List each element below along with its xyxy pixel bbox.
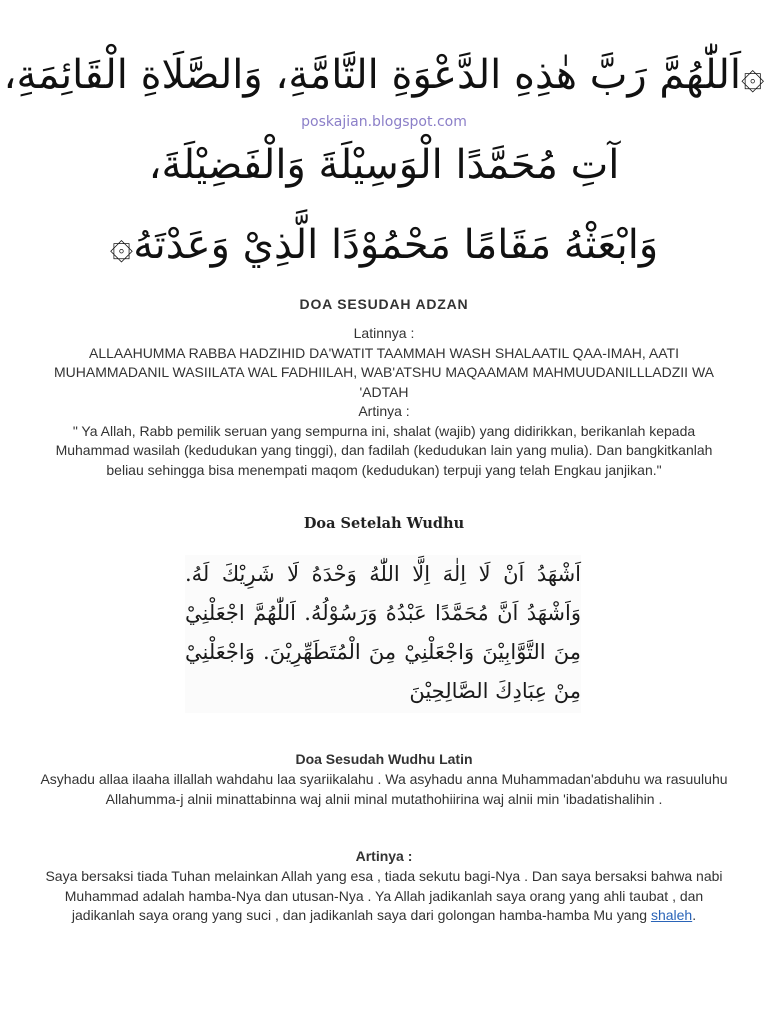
watermark: poskajian.blogspot.com [301,114,467,130]
doa-wudhu-latin-text: Asyhadu allaa ilaaha illallah wahdahu laa syariikalahu . Wa asyhadu anna Muhammadan'abduhu wa rasuuluhu Allahumma-j alnii minattabinna waj alnii minal mutathohiirina waj alnii min 'ibadatishalihin . [40,771,728,807]
arabic-heading-line-3: وَابْعَثْهُ مَقَامًا مَحْمُوْدًا الَّذِيْ وَعَدْتَهُ۞ [109,222,659,268]
doa-wudhu-arabic-image: اَشْهَدُ اَنْ لَا اِلٰهَ اِلَّا اللّٰهُ وَحْدَهُ لَا شَرِيْكَ لَهُ. وَاَشْهَدُ اَنَّ مُحَمَّدًا عَبْدُهُ وَرَسُوْلُهُ. اَللّٰهُمَّ اجْعَلْنِيْ مِنَ التَّوَّابِيْنَ وَاجْعَلْنِيْ مِنَ الْمُتَطَهِّرِيْنَ. وَاجْعَلْنِيْ مِنْ عِبَادِكَ الصَّالِحِيْنَ [185,555,581,713]
doa-wudhu-arti-end: . [692,907,697,923]
doa-adzan-title: DOA SESUDAH ADZAN [299,296,469,312]
doa-adzan-section [40,324,728,480]
arabic-heading-line-1: ۞اَللّٰهُمَّ رَبَّ هٰذِهِ الدَّعْوَةِ التَّامَّةِ، وَالصَّلَاةِ الْقَائِمَةِ، [3,52,765,98]
arabic-heading-line-2: آتِ مُحَمَّدًا الْوَسِيْلَةَ وَالْفَضِيْلَةَ، [148,142,620,188]
doa-wudhu-latin-title: Doa Sesudah Wudhu Latin [295,751,473,767]
doa-wudhu-arti-section [40,867,728,926]
latin-text: ALLAAHUMMA RABBA HADZIHID DA'WATIT TAAMMAH WASH SHALAATIL QAA-IMAH, AATI MUHAMMADANIL WASIILATA WAL FADHIILAH, WAB'ATSHU MAQAAMAM MAHMUUDANILLLADZII WA 'ADTAH [54,344,714,400]
arti-label: Artinya : [358,403,410,419]
latin-label: Latinnya : [353,325,415,341]
doa-wudhu-latin-section [40,770,728,809]
doa-wudhu-arti-paragraph [40,867,728,926]
doa-wudhu-arti-title: Artinya : [355,848,413,864]
doa-wudhu-arti-text: Saya bersaksi tiada Tuhan melainkan Allah yang esa , tiada sekutu bagi-Nya . Dan saya bersaksi bahwa nabi Muhammad adalah hamba-Nya dan utusan-Nya . Ya Allah jadikanlah saya orang yang ahli taubat , dan jadikanlah saya orang yang suci , dan jadikanlah saya dari golongan hamba-hamba Mu yang [45,868,723,923]
arti-text: " Ya Allah, Rabb pemilik seruan yang sempurna ini, shalat (wajib) yang didirikkan, berikanlah kepada Muhammad wasilah (kedudukan yang tinggi), dan fadilah (kedudukan lain yang mulia). Dan bangkitkanlah beliau sehingga bisa menempati maqom (kedudukan) terpuji yang telah Engkau janjikan." [55,422,713,478]
shaleh-link[interactable]: shaleh [650,907,693,923]
doa-wudhu-title: Doa Setelah Wudhu [303,515,465,532]
